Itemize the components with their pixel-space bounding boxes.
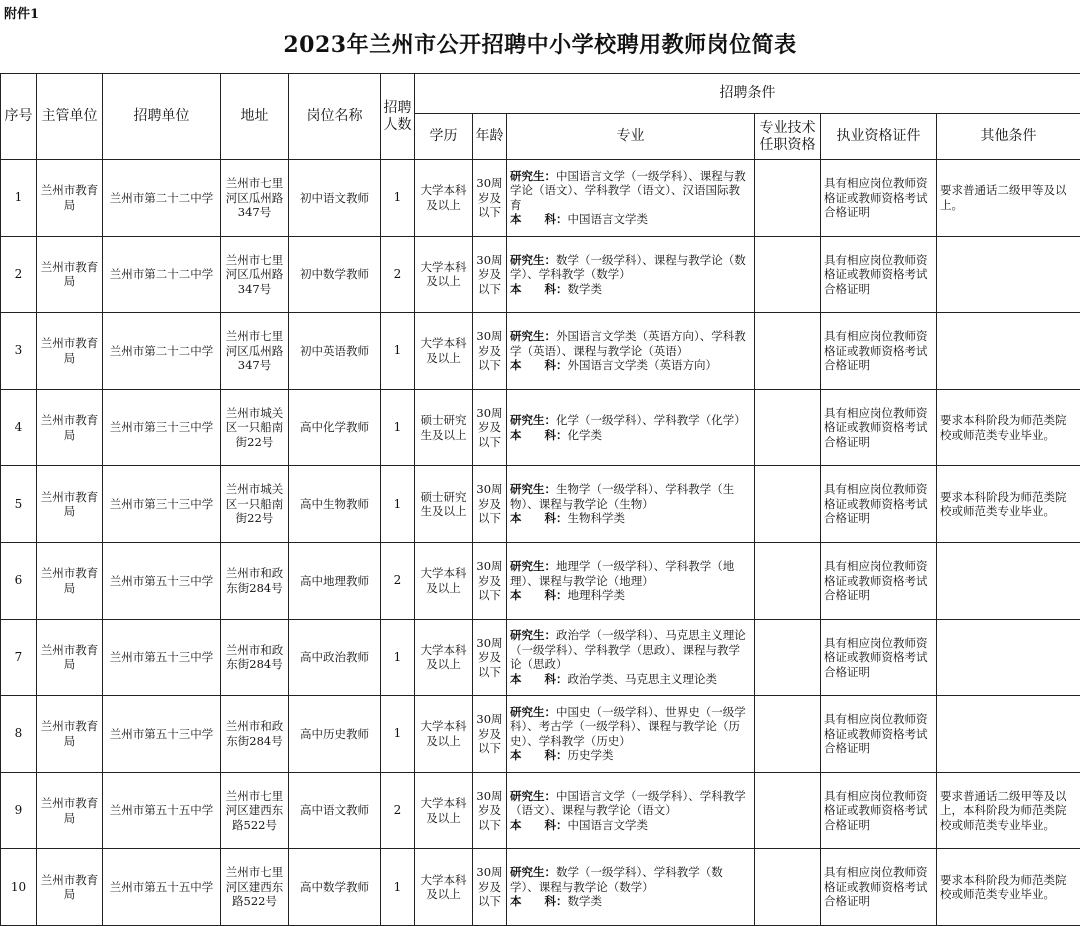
cell-age: 30周岁及以下 [473, 696, 507, 773]
cell-cert: 具有相应岗位教师资格证或教师资格考试合格证明 [821, 466, 937, 543]
header-conditions: 招聘条件 [415, 74, 1080, 114]
cell-cert: 具有相应岗位教师资格证或教师资格考试合格证明 [821, 160, 937, 237]
header-unit: 招聘单位 [103, 74, 221, 160]
header-seq: 序号 [1, 74, 37, 160]
cell-title-qual [755, 236, 821, 313]
cell-address: 兰州市七里河区瓜州路347号 [221, 236, 289, 313]
cell-title-qual [755, 772, 821, 849]
cell-unit: 兰州市第三十三中学 [103, 389, 221, 466]
cell-dept: 兰州市教育局 [37, 696, 103, 773]
cell-position: 初中英语教师 [289, 313, 381, 390]
cell-dept: 兰州市教育局 [37, 772, 103, 849]
cell-title-qual [755, 160, 821, 237]
cell-count: 1 [381, 849, 415, 926]
cell-major [507, 313, 755, 390]
cell-position: 高中数学教师 [289, 849, 381, 926]
cell-dept: 兰州市教育局 [37, 389, 103, 466]
cell-seq: 4 [1, 389, 37, 466]
cell-unit: 兰州市第二十二中学 [103, 313, 221, 390]
grad-majors: 外国语言文学类（英语方向）、学科教学（英语）、课程与教学论（英语） [510, 329, 746, 358]
header-address: 地址 [221, 74, 289, 160]
cell-dept: 兰州市教育局 [37, 619, 103, 696]
grad-label: 研究生： [510, 252, 556, 267]
header-age: 年龄 [473, 114, 507, 160]
cell-count: 1 [381, 313, 415, 390]
cell-other [937, 619, 1080, 696]
cell-major [507, 389, 755, 466]
cell-age: 30周岁及以下 [473, 619, 507, 696]
cell-education: 硕士研究生及以上 [415, 389, 473, 466]
cell-other: 要求普通话二级甲等及以上，本科阶段为师范类院校或师范类专业毕业。 [937, 772, 1080, 849]
cell-position: 高中政治教师 [289, 619, 381, 696]
cell-seq: 5 [1, 466, 37, 543]
header-other: 其他条件 [937, 114, 1080, 160]
grad-label: 研究生： [510, 559, 556, 574]
table-body [1, 160, 1080, 926]
cell-major [507, 160, 755, 237]
cell-address: 兰州市和政东街284号 [221, 542, 289, 619]
cell-title-qual [755, 619, 821, 696]
cell-seq: 9 [1, 772, 37, 849]
table-row [1, 313, 1080, 390]
undergrad-majors: 外国语言文学类（英语方向） [567, 358, 717, 373]
cell-unit: 兰州市第二十二中学 [103, 160, 221, 237]
cell-other: 要求本科阶段为师范类院校或师范类专业毕业。 [937, 849, 1080, 926]
table-row [1, 160, 1080, 237]
cell-title-qual [755, 466, 821, 543]
cell-education: 大学本科及以上 [415, 619, 473, 696]
undergrad-label: 本 科： [510, 894, 568, 909]
cell-unit: 兰州市第五十五中学 [103, 849, 221, 926]
undergrad-majors: 化学类 [567, 427, 602, 442]
cell-age: 30周岁及以下 [473, 772, 507, 849]
grad-label: 研究生： [510, 865, 556, 880]
cell-age: 30周岁及以下 [473, 849, 507, 926]
table-row [1, 772, 1080, 849]
undergrad-label: 本 科： [510, 588, 568, 603]
header-major: 专业 [507, 114, 755, 160]
undergrad-label: 本 科： [510, 358, 568, 373]
cell-dept: 兰州市教育局 [37, 466, 103, 543]
header-dept: 主管单位 [37, 74, 103, 160]
undergrad-majors: 历史学类 [567, 748, 614, 763]
grad-majors: 生物学（一级学科）、学科教学（生物）、课程与教学论（生物） [510, 482, 735, 511]
cell-title-qual [755, 389, 821, 466]
undergrad-majors: 政治学类、马克思主义理论类 [567, 671, 717, 686]
header-title-qual: 专业技术任职资格 [755, 114, 821, 160]
cell-address: 兰州市和政东街284号 [221, 619, 289, 696]
cell-education: 大学本科及以上 [415, 772, 473, 849]
grad-majors: 政治学（一级学科）、马克思主义理论（一级学科）、学科教学（思政）、课程与教学论（思政） [510, 628, 746, 672]
cell-major [507, 619, 755, 696]
cell-unit: 兰州市第二十二中学 [103, 236, 221, 313]
cell-unit: 兰州市第五十三中学 [103, 619, 221, 696]
cell-age: 30周岁及以下 [473, 542, 507, 619]
undergrad-label: 本 科： [510, 427, 568, 442]
undergrad-majors: 地理科学类 [567, 588, 625, 603]
header-education: 学历 [415, 114, 473, 160]
grad-label: 研究生： [510, 413, 556, 428]
cell-education: 大学本科及以上 [415, 236, 473, 313]
table-row [1, 696, 1080, 773]
cell-unit: 兰州市第五十五中学 [103, 772, 221, 849]
grad-label: 研究生： [510, 482, 556, 497]
cell-cert: 具有相应岗位教师资格证或教师资格考试合格证明 [821, 313, 937, 390]
undergrad-label: 本 科： [510, 281, 568, 296]
grad-label: 研究生： [510, 788, 556, 803]
grad-majors: 数学（一级学科）、学科教学（数学）、课程与教学论（数学） [510, 865, 723, 894]
cell-seq: 7 [1, 619, 37, 696]
grad-majors: 化学（一级学科）、学科教学（化学） [556, 413, 746, 428]
header-count: 招聘人数 [381, 74, 415, 160]
undergrad-label: 本 科： [510, 671, 568, 686]
cell-count: 1 [381, 619, 415, 696]
undergrad-label: 本 科： [510, 748, 568, 763]
cell-address: 兰州市七里河区建西东路522号 [221, 772, 289, 849]
cell-age: 30周岁及以下 [473, 313, 507, 390]
positions-table [0, 73, 1080, 926]
undergrad-majors: 生物科学类 [567, 511, 625, 526]
cell-address: 兰州市和政东街284号 [221, 696, 289, 773]
cell-education: 硕士研究生及以上 [415, 466, 473, 543]
cell-major [507, 696, 755, 773]
cell-position: 初中数学教师 [289, 236, 381, 313]
cell-title-qual [755, 313, 821, 390]
cell-dept: 兰州市教育局 [37, 849, 103, 926]
cell-seq: 8 [1, 696, 37, 773]
cell-education: 大学本科及以上 [415, 160, 473, 237]
cell-other [937, 236, 1080, 313]
cell-title-qual [755, 849, 821, 926]
cell-position: 初中语文教师 [289, 160, 381, 237]
cell-age: 30周岁及以下 [473, 160, 507, 237]
cell-other: 要求普通话二级甲等及以上。 [937, 160, 1080, 237]
cell-seq: 3 [1, 313, 37, 390]
cell-seq: 2 [1, 236, 37, 313]
cell-count: 1 [381, 466, 415, 543]
cell-age: 30周岁及以下 [473, 236, 507, 313]
cell-other [937, 696, 1080, 773]
cell-cert: 具有相应岗位教师资格证或教师资格考试合格证明 [821, 542, 937, 619]
cell-title-qual [755, 542, 821, 619]
grad-majors: 中国史（一级学科）、世界史（一级学科）、考古学（一级学科）、课程与教学论（历史）、学科教学（历史） [510, 704, 746, 748]
undergrad-majors: 数学类 [567, 281, 602, 296]
undergrad-majors: 中国语言文学类 [567, 817, 648, 832]
cell-seq: 1 [1, 160, 37, 237]
grad-majors: 中国语言文学（一级学科）、学科教学（语文）、课程与教学论（语文） [510, 788, 746, 818]
cell-education: 大学本科及以上 [415, 542, 473, 619]
cell-address: 兰州市七里河区建西东路522号 [221, 849, 289, 926]
cell-dept: 兰州市教育局 [37, 236, 103, 313]
cell-unit: 兰州市第五十三中学 [103, 696, 221, 773]
cell-other: 要求本科阶段为师范类院校或师范类专业毕业。 [937, 389, 1080, 466]
table-row [1, 619, 1080, 696]
cell-count: 1 [381, 696, 415, 773]
cell-count: 2 [381, 542, 415, 619]
cell-age: 30周岁及以下 [473, 389, 507, 466]
undergrad-label: 本 科： [510, 817, 568, 832]
cell-position: 高中历史教师 [289, 696, 381, 773]
header-position: 岗位名称 [289, 74, 381, 160]
grad-majors: 数学（一级学科）、课程与教学论（数学）、学科教学（数学） [510, 252, 746, 282]
header-cert: 执业资格证件 [821, 114, 937, 160]
cell-cert: 具有相应岗位教师资格证或教师资格考试合格证明 [821, 772, 937, 849]
undergrad-label: 本 科： [510, 212, 568, 227]
cell-major [507, 772, 755, 849]
cell-title-qual [755, 696, 821, 773]
grad-majors: 地理学（一级学科）、学科教学（地理）、课程与教学论（地理） [510, 559, 735, 588]
cell-major [507, 466, 755, 543]
document-title: 2023年兰州市公开招聘中小学校聘用教师岗位简表 [283, 32, 797, 58]
cell-major [507, 542, 755, 619]
undergrad-majors: 中国语言文学类 [567, 212, 648, 227]
table-row [1, 542, 1080, 619]
cell-cert: 具有相应岗位教师资格证或教师资格考试合格证明 [821, 696, 937, 773]
cell-other: 要求本科阶段为师范类院校或师范类专业毕业。 [937, 466, 1080, 543]
cell-address: 兰州市城关区一只船南街22号 [221, 389, 289, 466]
grad-label: 研究生： [510, 704, 556, 719]
cell-education: 大学本科及以上 [415, 849, 473, 926]
cell-count: 1 [381, 389, 415, 466]
cell-position: 高中化学教师 [289, 389, 381, 466]
cell-cert: 具有相应岗位教师资格证或教师资格考试合格证明 [821, 849, 937, 926]
cell-unit: 兰州市第五十三中学 [103, 542, 221, 619]
grad-label: 研究生： [510, 329, 556, 344]
cell-dept: 兰州市教育局 [37, 542, 103, 619]
cell-cert: 具有相应岗位教师资格证或教师资格考试合格证明 [821, 619, 937, 696]
table-row [1, 236, 1080, 313]
cell-address: 兰州市城关区一只船南街22号 [221, 466, 289, 543]
undergrad-label: 本 科： [510, 511, 568, 526]
grad-label: 研究生： [510, 628, 556, 643]
cell-education: 大学本科及以上 [415, 313, 473, 390]
cell-dept: 兰州市教育局 [37, 160, 103, 237]
cell-address: 兰州市七里河区瓜州路347号 [221, 160, 289, 237]
cell-position: 高中语文教师 [289, 772, 381, 849]
cell-seq: 10 [1, 849, 37, 926]
grad-label: 研究生： [510, 168, 556, 183]
cell-cert: 具有相应岗位教师资格证或教师资格考试合格证明 [821, 236, 937, 313]
cell-count: 2 [381, 772, 415, 849]
cell-dept: 兰州市教育局 [37, 313, 103, 390]
cell-position: 高中地理教师 [289, 542, 381, 619]
attachment-label: 附件1 [4, 7, 40, 22]
cell-other [937, 313, 1080, 390]
undergrad-majors: 数学类 [567, 894, 602, 909]
cell-major [507, 236, 755, 313]
cell-cert: 具有相应岗位教师资格证或教师资格考试合格证明 [821, 389, 937, 466]
table-row [1, 849, 1080, 926]
cell-address: 兰州市七里河区瓜州路347号 [221, 313, 289, 390]
cell-seq: 6 [1, 542, 37, 619]
cell-major [507, 849, 755, 926]
table-row [1, 389, 1080, 466]
cell-position: 高中生物教师 [289, 466, 381, 543]
cell-unit: 兰州市第三十三中学 [103, 466, 221, 543]
cell-count: 1 [381, 160, 415, 237]
cell-count: 2 [381, 236, 415, 313]
grad-majors: 中国语言文学（一级学科）、课程与教学论（语文）、学科教学（语文）、汉语国际教育 [510, 168, 746, 212]
cell-age: 30周岁及以下 [473, 466, 507, 543]
cell-other [937, 542, 1080, 619]
cell-education: 大学本科及以上 [415, 696, 473, 773]
table-row [1, 466, 1080, 543]
